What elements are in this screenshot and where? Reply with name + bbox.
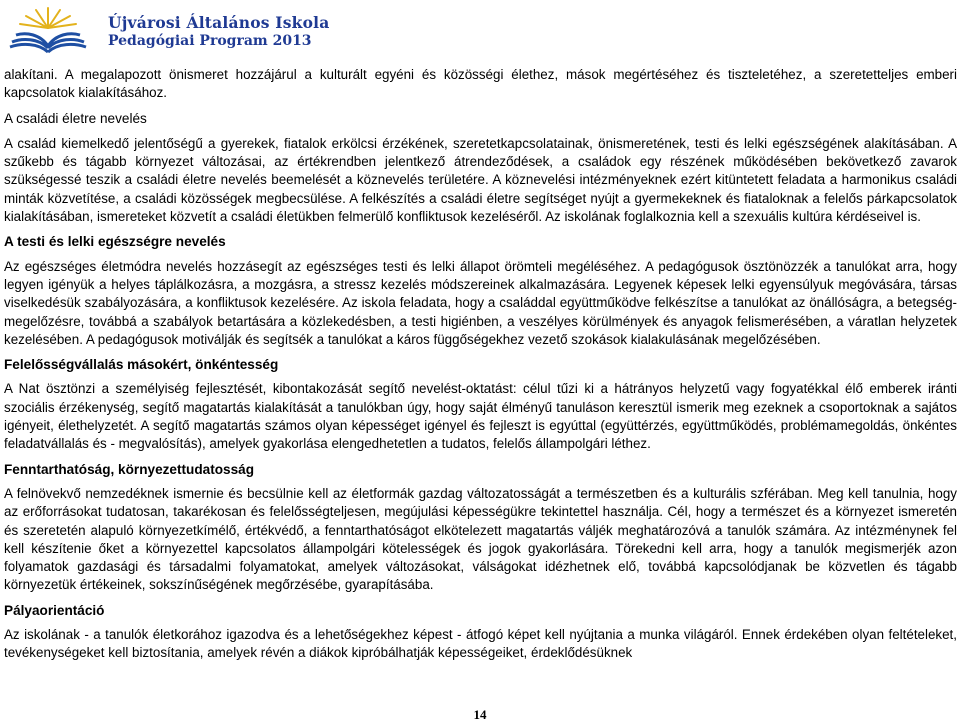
paragraph-health-education: Az egészséges életmódra nevelés hozzásegít az egészséges testi és lelki állapot örömteli megéléséhez. A pedagógusok ösztönözzék a tanulókat arra, hogy legyen igényük a helyes táplálkozásra, a mozgásra, a stressz kezelés módszereinek alkalmazására. Legyenek képesek lelki egyensúlyuk megóvására, társas viselkedésük szabályozására, a konfliktusok kezelésére. Az iskola feladata, hogy a családdal együttműködve felkészítse a tanulókat az önállóságra, a betegség-megelőzésre, továbbá a szabályok betartására a közlekedésben, a testi higiénben, a veszélyes körülmények és anyagok felismerésében, a váratlan helyzetek kezelésében. A pedagógusok motiválják és segítsék a tanulókat a káros függőségekhez vezető szokások kialakulásának megelőzésében. xyxy=(4,258,957,347)
heading-career-orientation: Pályaorientáció xyxy=(4,602,105,618)
open-book-logo-icon xyxy=(6,2,90,56)
heading-sustainability: Fenntarthatóság, környezettudatosság xyxy=(4,461,255,477)
heading-responsibility: Felelősségvállalás másokért, önkéntesség xyxy=(4,357,279,373)
heading-family-education: A családi életre nevelés xyxy=(4,110,147,126)
paragraph-sustainability: A felnövekvő nemzedéknek ismernie és becsülnie kell az életformák gazdag változatosságát a természetben és a kulturális szférában. Meg kell tanulnia, hogy az erőforrásokat tudatosan, takarékosan és felelősségteljesen, megújulási képességükre tekintettel használja. Cél, hogy a természet és a környezet ismeretén és szeretetén alapuló környezetkímélő, értékvédő, a fenntarthatóságot elkötelezett magatartás váljék meghatározóvá a tanulók számára. Az intézménynek fel kell készítenie őket a környezettel kapcsolatos állampolgári kötelességek és jogok gyakorlására. Törekedni kell arra, hogy a tanulók megismerjék azon folyamatok gazdasági és társadalmi folyamatokat, amelyek változásokat, válságokat idézhetnek elő, továbbá kapcsolódjanak be közvetlen és tágabb környezetük értékeinek, sokszínűségének megőrzésébe, gyarapításába. xyxy=(4,485,957,593)
page-number: 14 xyxy=(473,707,487,722)
paragraph-family-education: A család kiemelkedő jelentőségű a gyerekek, fiatalok erkölcsi érzékének, szeretetkapcsolatainak, önismeretének, testi és lelki egészségének alakításában. A szűkebb és tágabb környezet változásai, az értékrendben jelentkező átrendeződések, a családok egy részének működésében bekövetkező zavarok szükségessé teszik a családi életre nevelés beemelését a köznevelés területére. A köznevelési intézményeknek ezért kitüntetett feladata a harmonikus családi minták közvetítése, a családi közösségek megbecsülése. A felkészítés a családi életre segítséget nyújt a gyermekeknek és fiataloknak a felelős párkapcsolatok kialakításában, ismereteket közvetít a családi életükben felmerülő konfliktusok kezeléséről. Az iskolának foglalkoznia kell a szexuális kultúra kérdéseivel is. xyxy=(4,135,957,225)
document-body xyxy=(4,66,957,663)
heading-health-education: A testi és lelki egészségre nevelés xyxy=(4,234,226,250)
program-title: Pedagógiai Program 2013 xyxy=(108,33,312,49)
school-name: Újvárosi Általános Iskola xyxy=(108,13,330,32)
paragraph-responsibility: A Nat ösztönzi a személyiség fejlesztését, kibontakozását segítő nevelést-oktatást: célul tűzi ki a hátrányos helyzetű vagy fogyatékkal élő emberek iránti szociális érzékenység, segítő magatartás kialakítását a tanulókban úgy, hogy saját élményű tanuláson keresztül ismerik meg ezeknek a csoportoknak a sajátos igényeit, élethelyzetét. A segítő magatartás számos olyan képességet igényel és fejleszt is egyúttal (együttérzés, együttműködés, problémamegoldás, önkéntes feladatvállalás és - megvalósítás), amelyek gyakorlása elengedhetetlen a tudatos, felelős állampolgári léthez. xyxy=(4,381,957,452)
paragraph-intro: alakítani. A megalapozott önismeret hozzájárul a kulturált egyéni és közösségi élethez, mások megértéséhez és tiszteletéhez, a szeretetteljes emberi kapcsolatok kialakításához. xyxy=(4,67,957,101)
paragraph-career-orientation: Az iskolának - a tanulók életkorához igazodva és a lehetőségekhez képest - átfogó képet kell nyújtania a munka világáról. Ennek érdekében olyan feltételeket, tevékenységeket kell biztosítania, amelyek révén a diákok kipróbálhatják képességeiket, érdeklődésüknek xyxy=(4,627,957,661)
page-header xyxy=(0,0,960,60)
